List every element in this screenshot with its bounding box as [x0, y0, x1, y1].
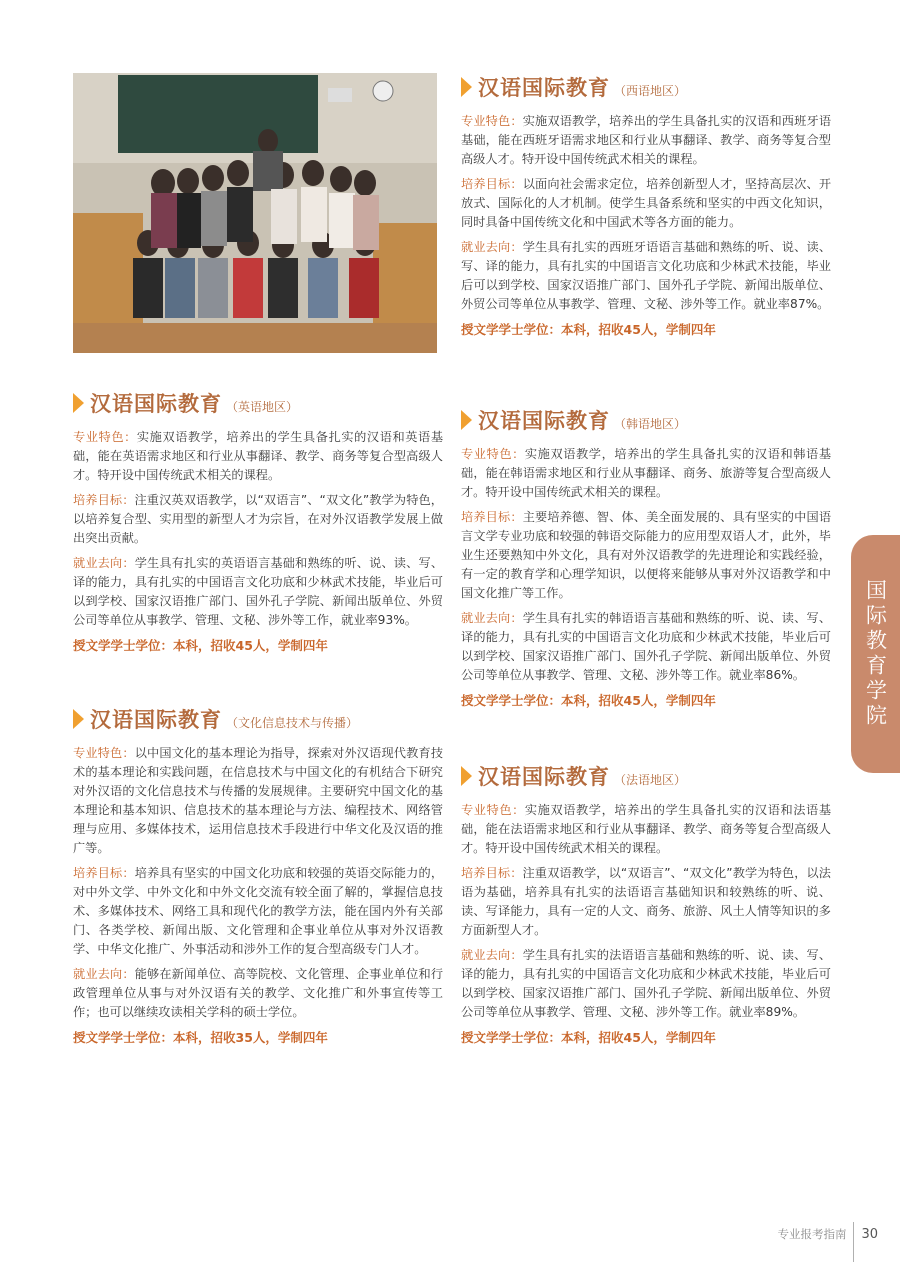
- goal-para: [73, 864, 443, 959]
- para-label: 专业特色：: [461, 447, 525, 461]
- goal-para: [461, 175, 831, 232]
- section-title-main: 汉语国际教育: [478, 409, 610, 433]
- para-label: 就业去向：: [73, 556, 135, 570]
- para-text: 学生具有扎实的法语语言基础和熟练的听、说、读、写、译的能力，具有扎实的中国语言文化功底和少林武术技能，毕业后可以到学校、国家汉语推广部门、国外孔子学院、新闻出版单位、外贸公司等单位从事教学、管理、文秘、涉外等工作。就业率89%。: [461, 948, 832, 1019]
- para-text: 能够在新闻单位、高等院校、文化管理、企事业单位和行政管理单位从事与对外汉语有关的教学、文化推广和外事宣传等工作；也可以继续攻读相关学科的硕士学位。: [73, 967, 444, 1019]
- section-title-sub: （英语地区）: [226, 400, 299, 414]
- feature-para: [461, 112, 831, 169]
- section-title: [461, 405, 831, 435]
- degree-info: 授文学学士学位：本科，招收35人，学制四年: [73, 1030, 328, 1045]
- section-spanish-region: [461, 72, 831, 338]
- degree-info: 授文学学士学位：本科，招收45人，学制四年: [461, 1030, 716, 1045]
- section-title-main: 汉语国际教育: [90, 392, 222, 416]
- goal-para: [461, 508, 831, 603]
- career-para: [461, 946, 831, 1022]
- para-text: 实施双语教学，培养出的学生具备扎实的汉语和英语基础，能在英语需求地区和行业从事翻译、教学、商务等复合型高级人才。特开设中国传统武术相关的课程。: [73, 430, 444, 482]
- section-title-sub: （韩语地区）: [614, 417, 687, 431]
- para-text: 学生具有扎实的英语语言基础和熟练的听、说、读、写、译的能力，具有扎实的中国语言文化功底和少林武术技能，毕业后可以到学校、国家汉语推广部门、国外孔子学院、新闻出版单位、外贸公司等单位从事教学、管理、文秘、涉外等工作，就业率93%。: [73, 556, 444, 627]
- feature-para: [73, 744, 443, 858]
- arrow-icon: [461, 766, 472, 786]
- section-title: [73, 388, 443, 418]
- para-text: 培养具有坚实的中国文化功底和较强的英语交际能力的，对中外文学、中外文化和中外文化交流有较全面了解的，掌握信息技术、多媒体技术、网络工具和现代化的教学方法，能在国内外有关部门、各类学校、新闻出版、文化管理和企事业单位从事对外汉语教学、中华文化推广、外事活动和涉外工作的复合型高级专门人才。: [73, 866, 444, 956]
- para-label: 专业特色：: [73, 746, 135, 760]
- section-title: [461, 72, 831, 102]
- degree-info: 授文学学士学位：本科，招收45人，学制四年: [461, 322, 716, 337]
- section-english-region: [73, 388, 443, 654]
- page-number: 30: [861, 1226, 878, 1242]
- group-photo: [73, 73, 437, 353]
- para-text: 实施双语教学，培养出的学生具备扎实的汉语和法语基础，能在法语需求地区和行业从事翻译、教学、商务等复合型高级人才。特开设中国传统武术相关的课程。: [461, 803, 832, 855]
- section-title-main: 汉语国际教育: [90, 708, 222, 732]
- section-title-sub: （西语地区）: [614, 84, 687, 98]
- section-culture-info-tech: [73, 704, 443, 1046]
- para-text: 以中国文化的基本理论为指导，探索对外汉语现代教育技术的基本理论和实践问题，在信息技术与中国文化的有机结合下研究对外汉语的文化信息技术与传播的发展规律。主要研究中国文化的基本理论和基本知识、信息技术的基本理论与方法、编程技术、网络管理与应用、多媒体技术，运用信息技术手段进行中华文化及汉语的推广等。: [73, 746, 444, 855]
- career-para: [461, 609, 831, 685]
- para-label: 就业去向：: [461, 948, 523, 962]
- section-title: [461, 761, 831, 791]
- para-label: 就业去向：: [461, 240, 523, 254]
- degree-info: 授文学学士学位：本科，招收45人，学制四年: [73, 638, 328, 653]
- arrow-icon: [73, 393, 84, 413]
- arrow-icon: [461, 77, 472, 97]
- para-text: 实施双语教学，培养出的学生具备扎实的汉语和韩语基础，能在韩语需求地区和行业从事翻译、商务、旅游等复合型高级人才。特开设中国传统武术相关的课程。: [461, 447, 832, 499]
- para-label: 培养目标：: [73, 866, 135, 880]
- section-title-sub: （文化信息技术与传播）: [226, 716, 359, 730]
- goal-para: [461, 864, 831, 940]
- career-para: [461, 238, 831, 314]
- para-label: 培养目标：: [461, 177, 523, 191]
- section-french-region: [461, 761, 831, 1046]
- footer-divider: [853, 1222, 854, 1262]
- para-text: 注重双语教学，以“双语言”、“双文化”教学为特色，以法语为基础，培养具有扎实的法语语言基础知识和较熟练的听、说、读、写译能力，具有一定的人文、商务、旅游、风土人情等知识的多方面新型人才。: [461, 866, 831, 937]
- goal-para: [73, 491, 443, 548]
- career-para: [73, 554, 443, 630]
- feature-para: [461, 445, 831, 502]
- para-text: 学生具有扎实的韩语语言基础和熟练的听、说、读、写、译的能力，具有扎实的中国语言文化功底和少林武术技能，毕业后可以到学校、国家汉语推广部门、国外孔子学院、新闻出版单位、外贸公司等单位从事教学、管理、文秘、涉外等工作。就业率86%。: [461, 611, 832, 682]
- para-text: 注重汉英双语教学，以“双语言”、“双文化”教学为特色，以培养复合型、实用型的新型人才为宗旨，在对外汉语教学发展上做出突出贡献。: [73, 493, 443, 545]
- footer-label: 专业报考指南: [777, 1227, 847, 1241]
- arrow-icon: [461, 410, 472, 430]
- section-title-main: 汉语国际教育: [478, 765, 610, 789]
- page-footer: [777, 1214, 878, 1254]
- degree-info: 授文学学士学位：本科，招收45人，学制四年: [461, 693, 716, 708]
- para-text: 学生具有扎实的西班牙语语言基础和熟练的听、说、读、写、译的能力，具有扎实的中国语言文化功底和少林武术技能，毕业后可以到学校、国家汉语推广部门、国外孔子学院、新闻出版单位、外贸公司等单位从事教学、管理、文秘、涉外等工作。就业率87%。: [461, 240, 832, 311]
- section-title: [73, 704, 443, 734]
- feature-para: [73, 428, 443, 485]
- section-title-sub: （法语地区）: [614, 773, 687, 787]
- para-text: 主要培养德、智、体、美全面发展的、具有坚实的中国语言文学专业功底和较强的韩语交际能力的应用型双语人才，此外，毕业生还要熟知中外文化，具有对外汉语教学的先进理论和实践经验，有一定的教育学和心理学知识，以便将来能够从事对外汉语教学和中国文化推广等工作。: [461, 510, 832, 600]
- para-label: 培养目标：: [461, 866, 523, 880]
- para-label: 就业去向：: [461, 611, 523, 625]
- section-title-main: 汉语国际教育: [478, 76, 610, 100]
- section-korean-region: [461, 405, 831, 709]
- career-para: [73, 965, 443, 1022]
- side-tab-label: 国际教育学院: [863, 579, 888, 729]
- para-label: 培养目标：: [461, 510, 523, 524]
- para-label: 培养目标：: [73, 493, 135, 507]
- para-label: 专业特色：: [461, 803, 525, 817]
- feature-para: [461, 801, 831, 858]
- para-text: 以面向社会需求定位，培养创新型人才，坚持高层次、开放式、国际化的人才机制。使学生具备系统和坚实的中西文化知识，同时具备中国传统文化和中国武术等各方面的能力。: [461, 177, 832, 229]
- side-tab: [851, 535, 900, 773]
- arrow-icon: [73, 709, 84, 729]
- para-label: 专业特色：: [73, 430, 137, 444]
- para-label: 就业去向：: [73, 967, 135, 981]
- para-label: 专业特色：: [461, 114, 523, 128]
- para-text: 实施双语教学，培养出的学生具备扎实的汉语和西班牙语基础，能在西班牙语需求地区和行业从事翻译、教学、商务等复合型高级人才。特开设中国传统武术相关的课程。: [461, 114, 832, 166]
